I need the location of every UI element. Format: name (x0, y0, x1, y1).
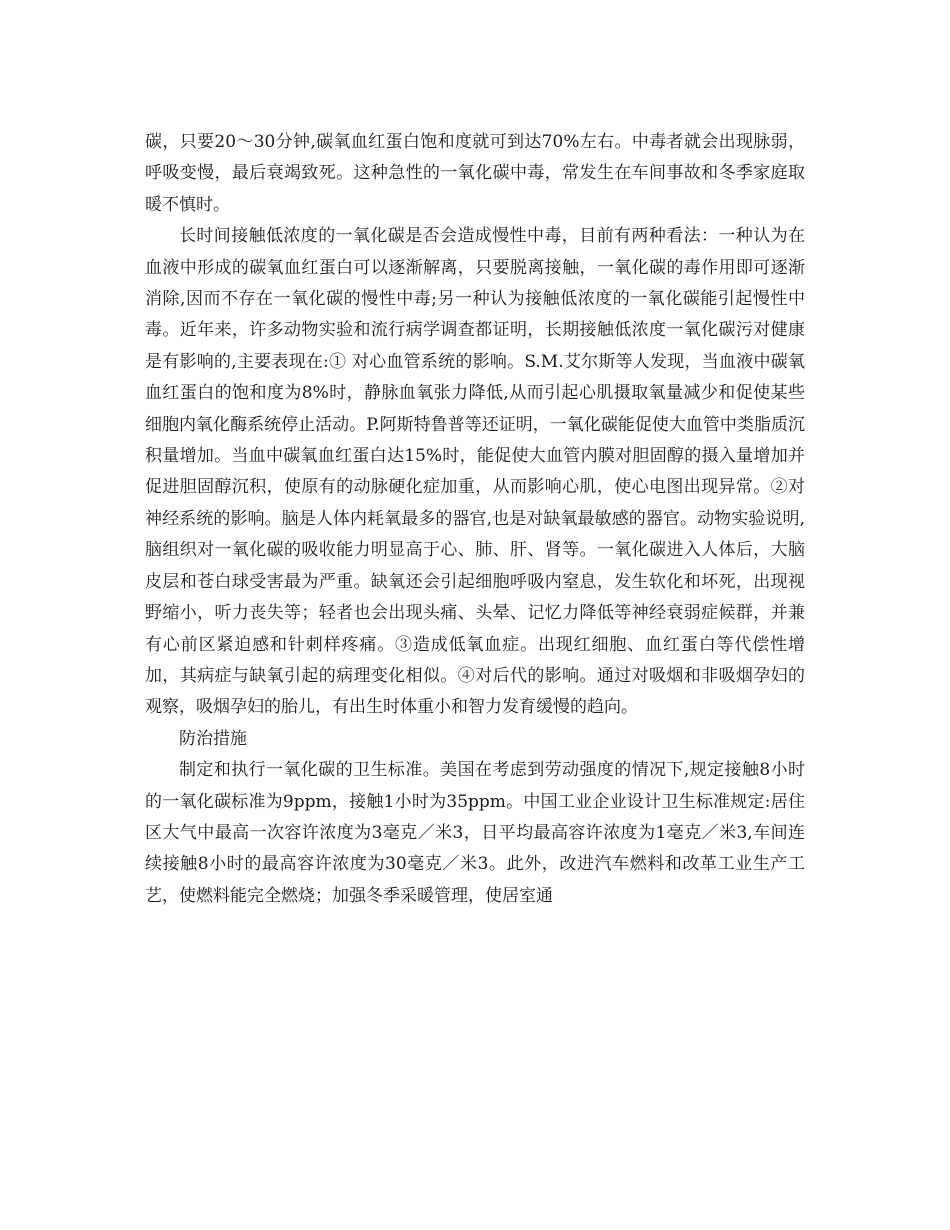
paragraph-acute-poisoning: 碳，只要20～30分钟,碳氧血红蛋白饱和度就可到达70%左右。中毒者就会出现脉弱，呼吸变慢，最后衰竭致死。这种急性的一氧化碳中毒，常发生在车间事故和冬季家庭取暖不慎时。 (145, 132, 805, 215)
body-text (145, 127, 805, 912)
paragraph-chronic-poisoning: 长时间接触低浓度的一氧化碳是否会造成慢性中毒，目前有两种看法：一种认为在血液中形成的碳氧血红蛋白可以逐渐解离，只要脱离接触，一氧化碳的毒作用即可逐渐消除,因而不存在一氧化碳的慢性中毒;另一种认为接触低浓度的一氧化碳能引起慢性中毒。近年来，许多动物实验和流行病学调查都证明，长期接触低浓度一氧化碳污对健康是有影响的,主要表现在:① 对心血管系统的影响。S.M.艾尔斯等人发现，当血液中碳氧血红蛋白的饱和度为8%时，静脉血氧张力降低,从而引起心肌摄取氧量减少和促使某些细胞内氧化酶系统停止活动。P.阿斯特鲁普等还证明，一氧化碳能促使大血管中类脂质沉积量增加。当血中碳氧血红蛋白达15%时，能促使大血管内膜对胆固醇的摄入量增加并促进胆固醇沉积，使原有的动脉硬化症加重，从而影响心肌，使心电图出现异常。②对神经系统的影响。脑是人体内耗氧最多的器官,也是对缺氧最敏感的器官。动物实验说明,脑组织对一氧化碳的吸收能力明显高于心、肺、肝、肾等。一氧化碳进入人体后，大脑皮层和苍白球受害最为严重。缺氧还会引起细胞呼吸内窒息，发生软化和坏死，出现视野缩小，听力丧失等；轻者也会出现头痛、头晕、记忆力降低等神经衰弱症候群，并兼有心前区紧迫感和针刺样疼痛。③造成低氧血症。出现红细胞、血红蛋白等代偿性增加，其病症与缺氧引起的病理变化相似。④对后代的影响。通过对吸烟和非吸烟孕妇的观察，吸烟孕妇的胎儿，有出生时体重小和智力发育缓慢的趋向。 (145, 226, 805, 718)
paragraph-health-standards: 制定和执行一氧化碳的卫生标准。美国在考虑到劳动强度的情况下,规定接触8小时的一氧化碳标准为9ppm，接触1小时为35ppm。中国工业企业设计卫生标准规定:居住区大气中最高一次容许浓度为3毫克／米3，日平均最高容许浓度为1毫克／米3,车间连续接触8小时的最高容许浓度为30毫克／米3。此外，改进汽车燃料和改革工业生产工艺，使燃料能完全燃烧；加强冬季采暖管理，使居室通 (145, 760, 805, 906)
section-heading-prevention: 防治措施 (179, 728, 247, 749)
